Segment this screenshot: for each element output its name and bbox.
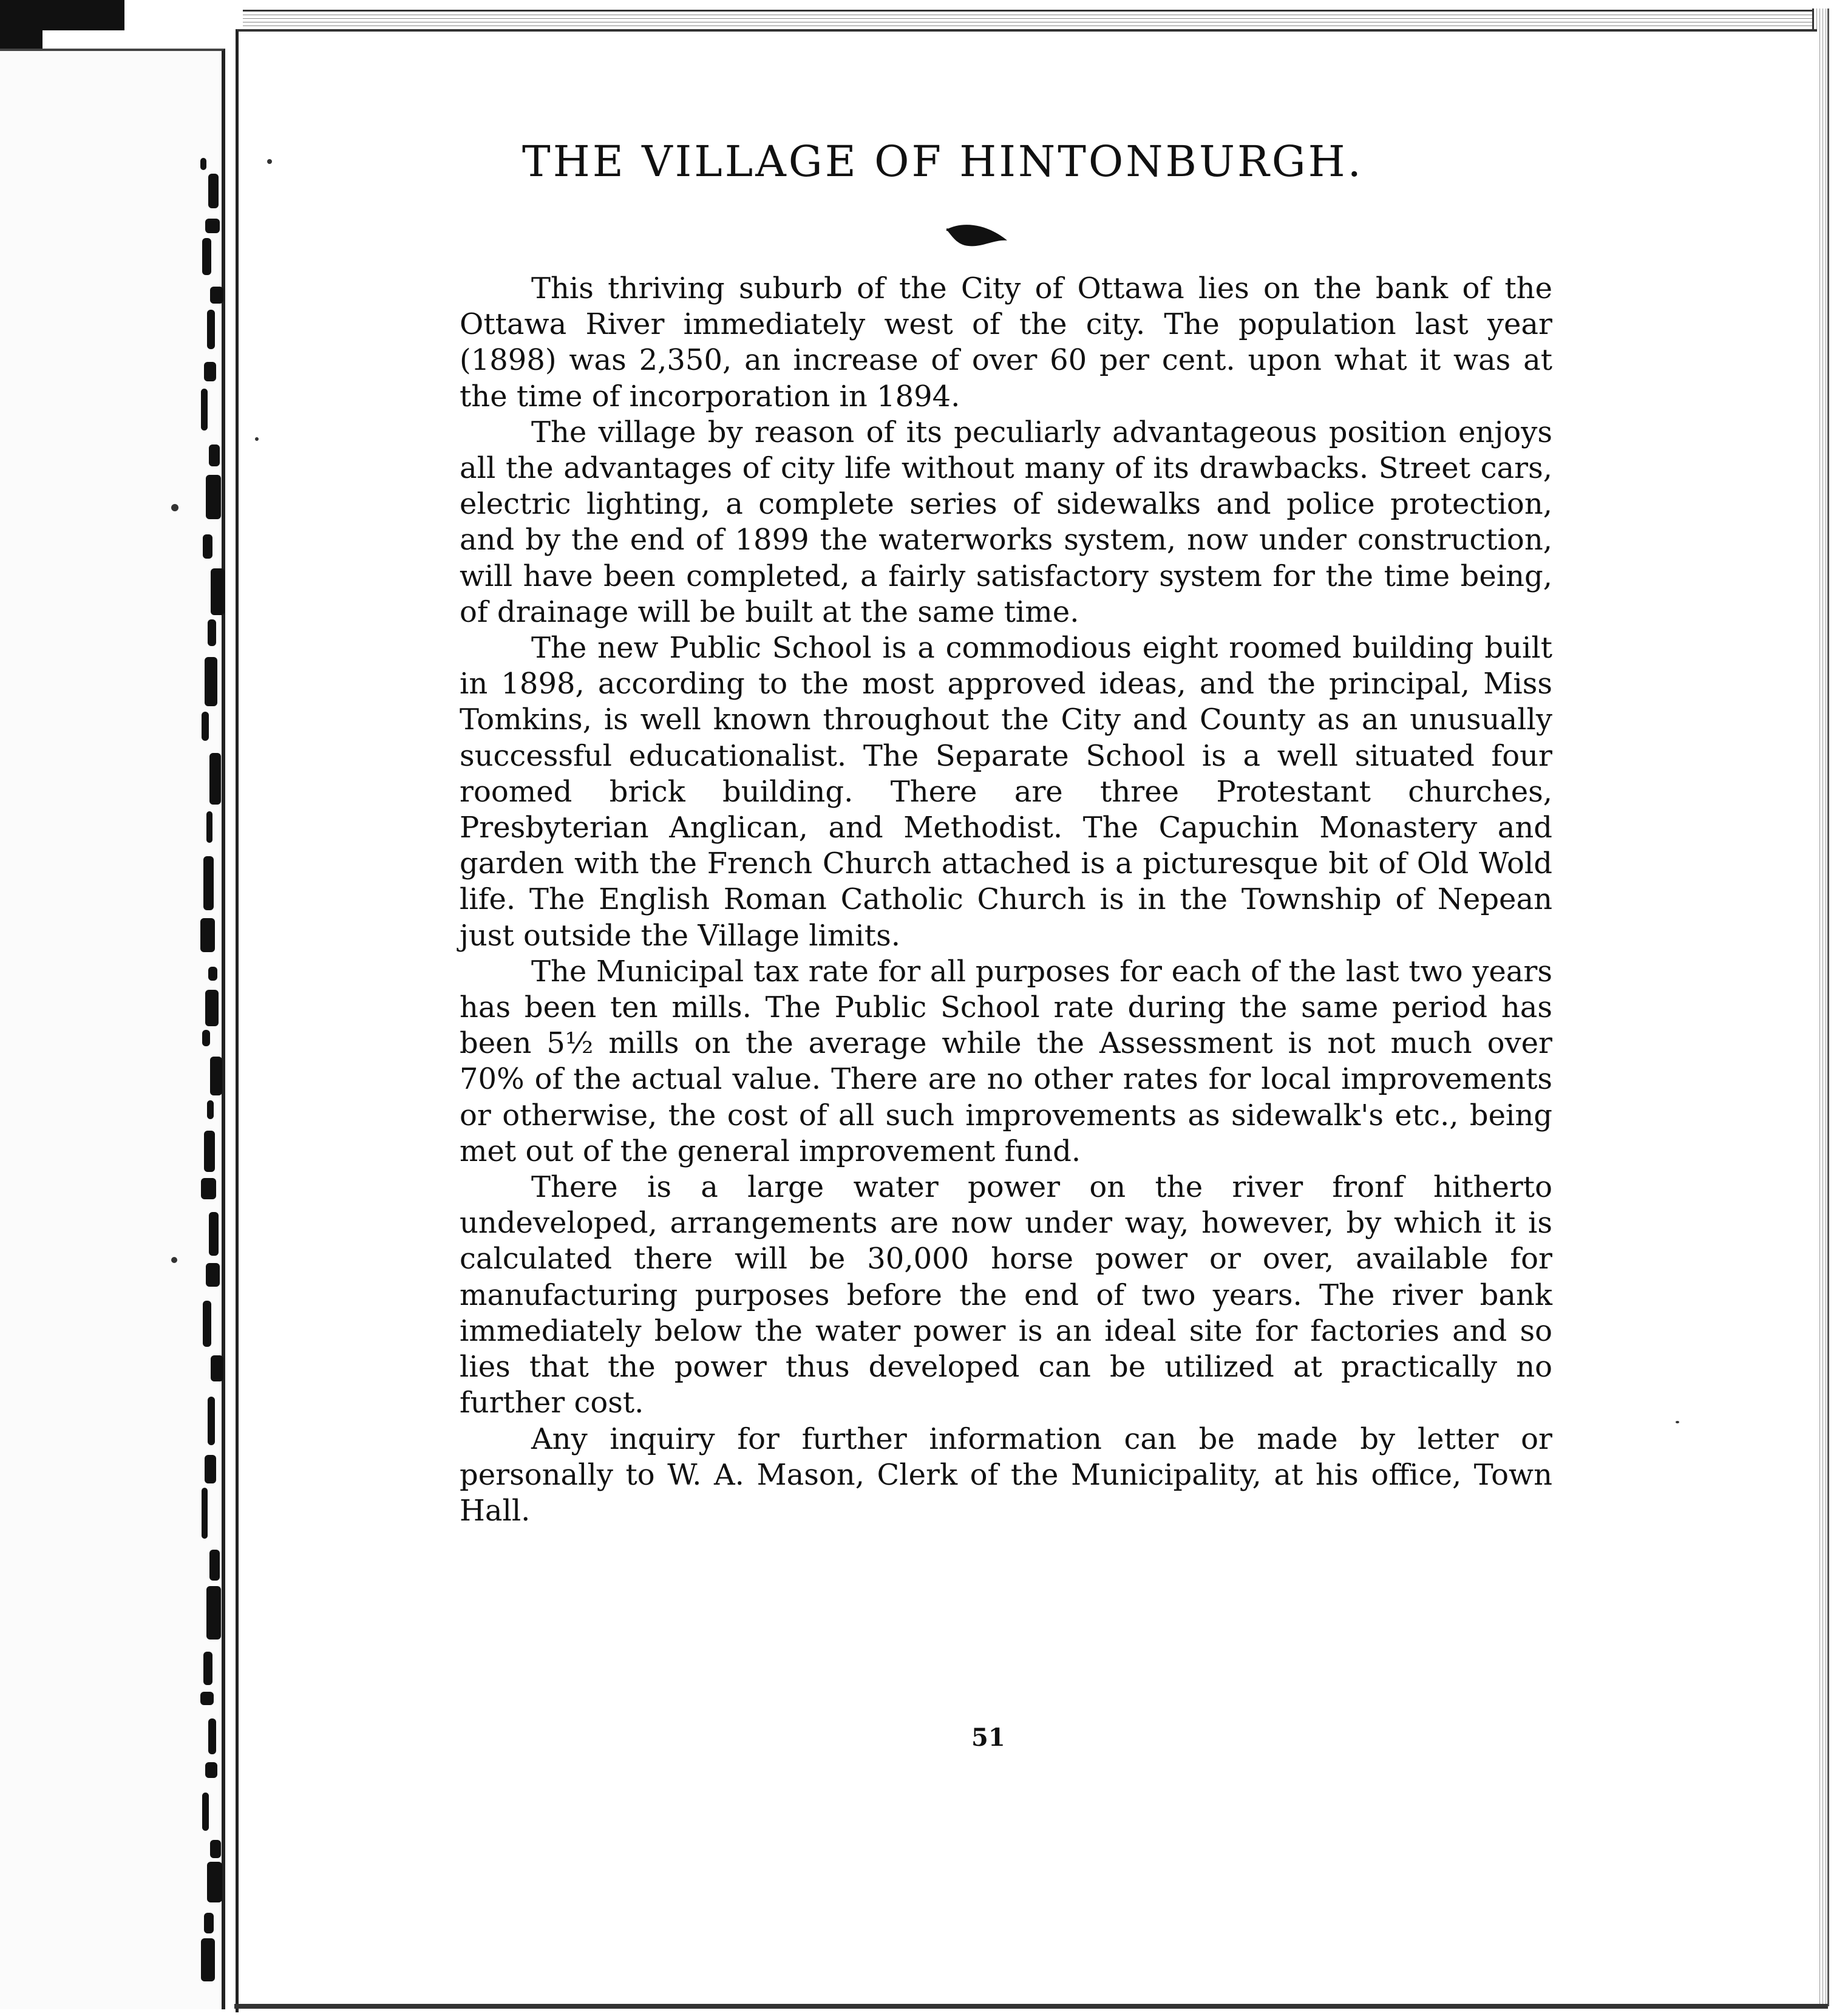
torn-edge-fragment [206,811,212,843]
torn-edge-fragment [203,1301,211,1347]
torn-edge-fragment [205,1762,217,1778]
scan-speck [171,504,178,511]
torn-edge-fragment [208,174,219,208]
torn-edge-fragment [209,444,220,466]
torn-edge-fragment [211,1355,223,1381]
torn-edge-fragment [208,1718,216,1754]
page-stack-edge [243,10,1815,30]
torn-edge-fragment [207,1100,214,1119]
torn-edge-fragment [210,1057,222,1095]
paragraph: There is a large water power on the river fronf hitherto undeveloped, arrangements are now under way, however, by which it is calculated there will be 30,000 horse power or over, available for manufacturing purposes before the end of two years. The river bank immediately below the water power is an ideal site for factories and so lies that the power thus developed can be utilized at practically no further cost. [460,1170,1552,1420]
torn-edge-fragment [211,568,225,615]
torn-edge-fragment [200,1692,214,1705]
torn-edge-fragment [206,1586,221,1640]
torn-edge-fragment [207,1862,222,1902]
paragraph: The village by reason of its peculiarly advantageous position enjoys all the advantages of city life without many of its drawbacks. Street cars, electric lighting, a complete series of sidewalks and police protection, and by the end of 1899 the waterworks system, now under construction, will have been completed, a fairly satisfactory system for the time being, of drainage will be built at the same time. [460,415,1552,629]
torn-edge-fragment [209,1550,220,1581]
torn-edge-fragment [200,918,215,952]
torn-edge-fragment [202,1030,210,1046]
scan-border [0,0,42,55]
torn-edge-fragment [204,1131,215,1172]
torn-edge-fragment [202,1793,209,1831]
torn-edge-fragment [210,1840,221,1858]
torn-edge-fragment [203,534,212,559]
scan-speck [1676,1421,1679,1423]
torn-edge-fragment [202,1488,208,1539]
paragraph: This thriving suburb of the City of Ottawa lies on the bank of the Ottawa River immediately west of the city. The population last year (1898) was 2,350, an increase of over 60 per cent. upon what it was at the time of incorporation in 1894. [460,271,1552,414]
torn-edge-fragment [205,657,217,706]
paragraph: The Municipal tax rate for all purposes for each of the last two years has been ten mills. The Public School rate during the same period has been 5½ mills on the average while the Assessment is not much over 70% of the actual value. There are no other rates for local improvements or otherwise, the cost of all such improvements as sidewalk's etc., being met out of the general improvement fund. [460,954,1552,1168]
torn-edge-fragment [202,712,209,741]
scan-border [234,2004,1828,2009]
torn-page-edge [200,158,231,1973]
facing-page [0,49,225,2009]
page-number: 51 [971,1723,1005,1752]
torn-edge-fragment [203,856,214,910]
torn-edge-fragment [203,1652,212,1685]
torn-edge-fragment [201,1178,216,1199]
torn-edge-fragment [204,1913,214,1933]
torn-edge-fragment [209,753,221,805]
torn-edge-fragment [204,362,216,381]
leaf-ornament-icon [944,219,1011,255]
torn-edge-fragment [210,287,223,304]
torn-edge-fragment [205,1455,216,1483]
scan-speck [255,437,259,441]
torn-edge-fragment [201,389,208,431]
torn-edge-fragment [205,990,219,1026]
scan-speck [171,1257,177,1263]
torn-edge-fragment [206,475,221,519]
torn-edge-fragment [205,219,220,233]
torn-edge-fragment [208,619,216,646]
torn-edge-fragment [202,238,211,275]
torn-edge-fragment [208,1397,215,1445]
paragraph: The new Public School is a commodious eight roomed building built in 1898, according to the most approved ideas, and the principal, Miss Tomkins, is well known throughout the City and County as an unusually successful educationalist. The Separate School is a well situated four roomed brick building. There are three Protestant churches, Presbyterian Anglican, and Methodist. The Capuchin Monastery and garden with the French Church attached is a picturesque bit of Old Wold life. The English Roman Catholic Church is in the Township of Nepean just outside the Village limits. [460,631,1552,953]
article-body [460,271,1552,1529]
scan-speck [267,159,272,164]
torn-edge-fragment [201,1938,215,1981]
torn-edge-fragment [209,1212,219,1256]
torn-edge-fragment [206,1263,220,1287]
torn-edge-fragment [207,310,215,349]
torn-edge-fragment [200,158,206,170]
torn-edge-fragment [208,967,217,981]
paragraph: Any inquiry for further information can be made by letter or personally to W. A. Mason, Clerk of the Municipality, at his office, Town Hall. [460,1422,1552,1528]
page-title: THE VILLAGE OF HINTONBURGH. [522,137,1364,186]
